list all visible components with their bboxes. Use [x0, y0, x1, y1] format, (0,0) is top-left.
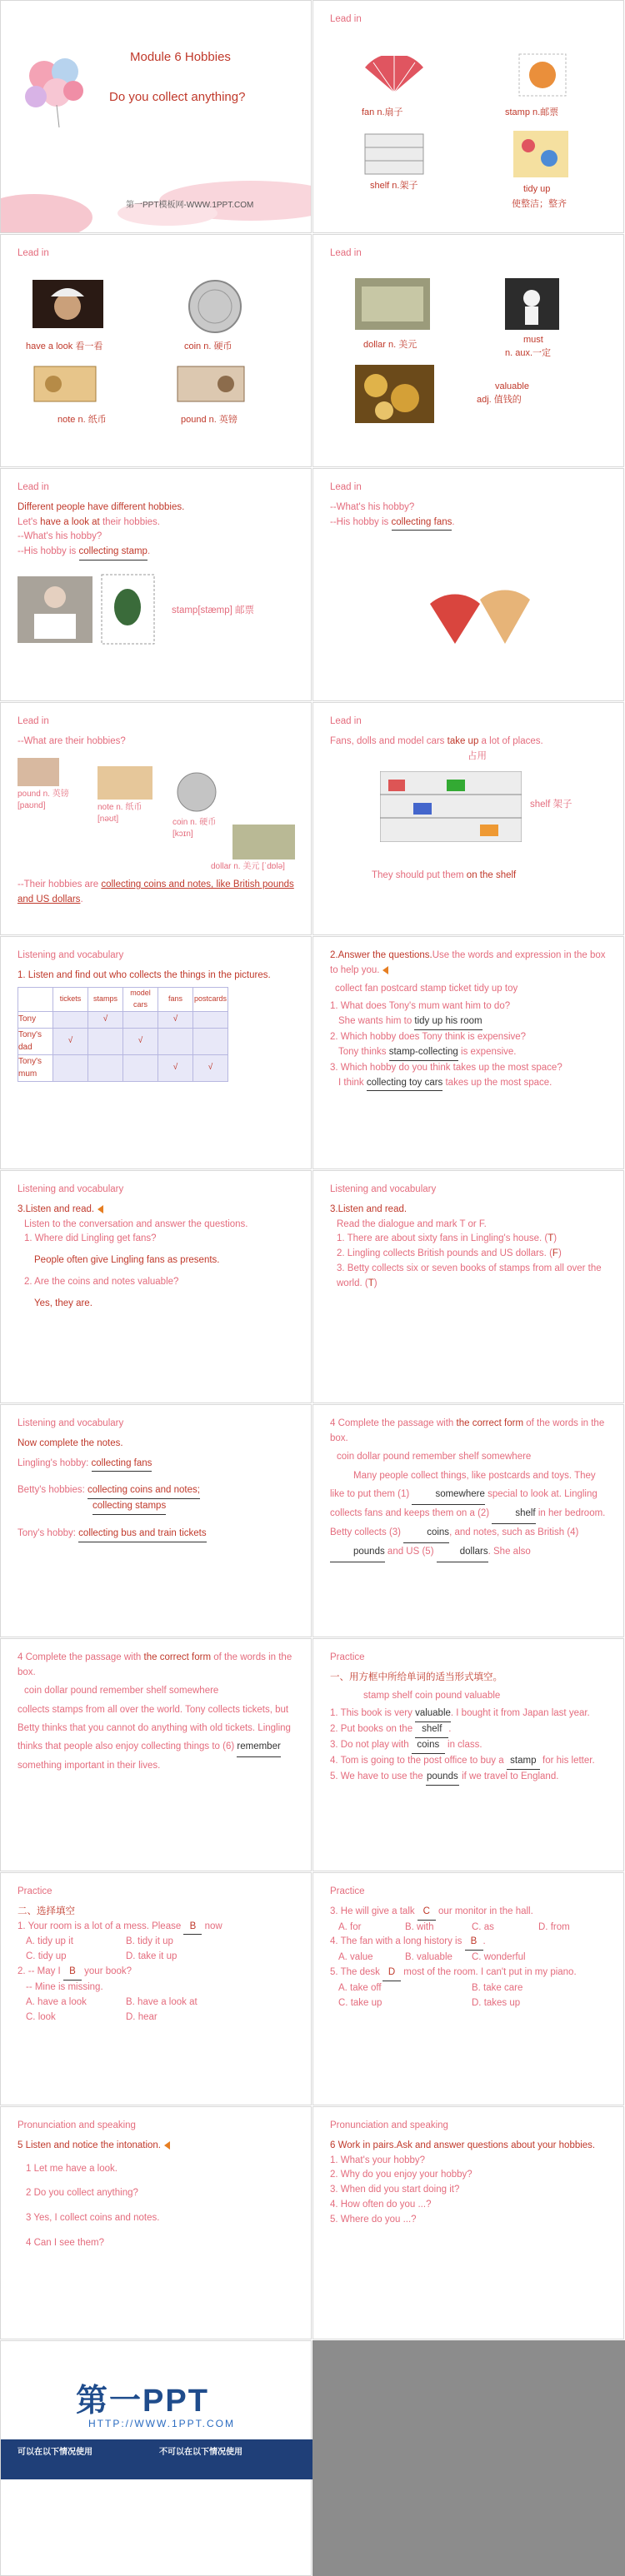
- question-5: 5. Where do you ...?: [330, 2214, 417, 2225]
- option[interactable]: D. takes up: [472, 1997, 521, 2008]
- blossom-decoration: [1, 151, 312, 233]
- slide-title: Lead in: [330, 482, 362, 492]
- info-band: [1, 2439, 312, 2479]
- slide-7-lead-in[interactable]: [0, 702, 312, 935]
- slide-title: Lead in: [18, 716, 49, 726]
- dollar-image: [355, 278, 430, 330]
- take-up-meaning: 占用: [468, 750, 487, 761]
- tidy-up-label: tidy up: [523, 184, 551, 194]
- speaker-icon[interactable]: [164, 2141, 170, 2150]
- question-1: 1. What does Tony's mum want him to do?: [330, 1001, 511, 1012]
- have-a-look-label: have a look 看一看: [26, 341, 103, 351]
- row-header: Tony: [18, 1011, 53, 1028]
- shelf-label: shelf n.架子: [370, 181, 418, 191]
- have-a-look-image: [32, 280, 103, 328]
- note-2: Betty's hobbies: collecting coins and notes;: [18, 1483, 299, 1499]
- pound-note-image: [18, 758, 59, 786]
- fans-image: [430, 579, 534, 645]
- col-header: model cars: [123, 987, 158, 1011]
- valuable-image: [355, 365, 434, 423]
- usage-forbidden: 不可以在以下情况使用: [159, 2448, 242, 2457]
- slide-5-lead-in[interactable]: [0, 468, 312, 701]
- table-cell: [53, 1011, 88, 1028]
- slide-15-passage[interactable]: [0, 1638, 312, 1871]
- table-cell: [123, 1054, 158, 1081]
- slide-11-listen-read[interactable]: [0, 1170, 312, 1403]
- task-line: Now complete the notes.: [18, 1437, 123, 1448]
- question-2: 2. Why do you enjoy your hobby?: [330, 2170, 472, 2180]
- slide-18-practice[interactable]: [312, 1872, 624, 2105]
- col-header: postcards: [193, 987, 228, 1011]
- question-4: 4. Tom is going to the post office to buy a stamp for his letter.: [330, 1754, 612, 1770]
- question-1: 1. Where did Lingling get fans?: [24, 1233, 157, 1244]
- answer-1: She wants him to tidy up his room: [338, 1014, 612, 1030]
- passage: Many people collect things, like postcards and toys. They like to put them (1) somewhere special to look at. Lingling collects fans and keeps them on a (2) shelf in her bedroom. Betty collects (3) coins, and notes, such as British (4) pounds and US (5) dollars. She also: [330, 1467, 612, 1562]
- option[interactable]: C. as: [472, 1921, 494, 1932]
- stamp-image: [518, 52, 568, 98]
- valuable-meaning: adj. 值钱的: [477, 395, 522, 405]
- table-cell: [193, 1011, 228, 1028]
- option[interactable]: C. tidy up: [26, 1951, 67, 1962]
- slide-title: Lead in: [18, 482, 49, 492]
- question-1: 1. This book is very valuable. I bought it from Japan last year.: [330, 1707, 612, 1722]
- col-header: stamps: [88, 987, 123, 1011]
- speaker-icon[interactable]: [98, 1205, 103, 1213]
- question-2: 2. Which hobby does Tony think is expensive?: [330, 1032, 527, 1043]
- slide-title: Practice: [330, 1886, 365, 1896]
- slide-14-passage[interactable]: [312, 1404, 624, 1637]
- usage-allowed: 可以在以下情况使用: [18, 2448, 92, 2457]
- slide-title: Practice: [18, 1886, 52, 1896]
- slide-10-answer[interactable]: [312, 936, 624, 1169]
- note-2b: collecting stamps: [92, 1499, 299, 1515]
- table-cell: √: [88, 1011, 123, 1028]
- man-with-album-image: [18, 576, 92, 643]
- shelf-image: [363, 131, 426, 177]
- task-line: 3.Listen and read.: [18, 1203, 299, 1218]
- slide-9-listening[interactable]: [0, 936, 312, 1169]
- table-cell: √: [193, 1054, 228, 1081]
- option[interactable]: A. value: [338, 1952, 373, 1963]
- word-box: coin dollar pound remember shelf somewhere: [24, 1685, 219, 1696]
- collect-table: [18, 987, 228, 1082]
- coin-label: coin n. 硬币: [184, 341, 232, 351]
- dollar-label: dollar n. 美元 [ˈdɒlə]: [211, 862, 285, 871]
- options-5: [338, 1981, 612, 2011]
- question-3: 3. Do not play with coins in class.: [330, 1738, 612, 1754]
- lets-look-line: Let's have a look at their hobbies.: [18, 516, 160, 527]
- question-1: 1. What's your hobby?: [330, 2155, 426, 2165]
- pound-image: [176, 363, 247, 405]
- table-cell: [158, 1028, 193, 1054]
- passage: collects stamps from all over the world. Tony collects tickets, but Betty thinks that you cannot do anything with old tickets. Lingling thinks that people also enjoy collecting things to (6) remember something important in their lives.: [18, 1705, 291, 1771]
- must-image: [505, 278, 559, 330]
- word-box: collect fan postcard stamp ticket tidy up toy: [335, 983, 518, 994]
- shelf-of-toys-image: [380, 771, 522, 842]
- question-2: 2. Are the coins and notes valuable?: [24, 1277, 179, 1288]
- question-5: 5. We have to use the pounds if we travel to England.: [330, 1770, 612, 1786]
- table-cell: [88, 1054, 123, 1081]
- should-put-line: They should put them on the shelf: [372, 870, 517, 880]
- slide-8-lead-in[interactable]: [312, 702, 624, 935]
- slide-6-lead-in[interactable]: [312, 468, 624, 701]
- slide-title: Lead in: [330, 248, 362, 258]
- statement-1: 1. There are about sixty fans in Lingling's house. (T): [337, 1233, 558, 1244]
- intro-line: Different people have different hobbies.: [18, 501, 185, 512]
- note-phonetic: [nəʊt]: [98, 815, 119, 824]
- section-heading: 一、用方框中所给单词的适当形式填空。: [330, 1672, 502, 1682]
- table-cell: [193, 1028, 228, 1054]
- statement-3: 3. Betty collects six or seven books of stamps from all over the world. (T): [337, 1263, 602, 1288]
- option[interactable]: A. tidy up it: [26, 1936, 73, 1947]
- col-header: fans: [158, 987, 193, 1011]
- options-3: [338, 1921, 612, 1936]
- question-2: 2. -- May I B your book?: [18, 1965, 299, 1981]
- question-4: 4. How often do you ...?: [330, 2200, 432, 2210]
- question-3: 3. Which hobby do you think takes up the most space?: [330, 1062, 562, 1073]
- slide-1-cover[interactable]: [0, 0, 312, 233]
- slide-20-pair-work[interactable]: [312, 2106, 624, 2339]
- task-line: 5 Listen and notice the intonation.: [18, 2139, 299, 2154]
- slide-title: Listening and vocabulary: [18, 1418, 124, 1428]
- bird-stamp-image: [101, 574, 155, 645]
- task-line: 1. Listen and find out who collects the things in the pictures.: [18, 969, 271, 980]
- slide-13-notes[interactable]: [0, 1404, 312, 1637]
- option[interactable]: B. take care: [472, 1982, 523, 1993]
- task-line: 4 Complete the passage with the correct form of the words in the box.: [330, 1418, 605, 1443]
- row-header: Tony's mum: [18, 1054, 53, 1081]
- question-line: --What's his hobby?: [18, 531, 102, 542]
- footer-slide[interactable]: [0, 2340, 312, 2576]
- question-2-reply: -- Mine is missing.: [26, 1981, 103, 1992]
- options-4: [338, 1951, 612, 1966]
- option[interactable]: D. hear: [126, 2011, 158, 2022]
- slide-3-lead-in[interactable]: [0, 234, 312, 467]
- question-5: 5. The desk D most of the room. I can't put in my piano.: [330, 1966, 612, 1981]
- statement-2: 2. Lingling collects British pounds and US dollars. (F): [337, 1248, 562, 1259]
- word-box: coin dollar pound remember shelf somewhere: [337, 1451, 532, 1462]
- question-4: 4. The fan with a long history is B .: [330, 1935, 612, 1951]
- note-1: Lingling's hobby: collecting fans: [18, 1457, 299, 1472]
- word-box: stamp shelf coin pound valuable: [363, 1690, 501, 1701]
- slide-title: Listening and vocabulary: [330, 1184, 437, 1194]
- slide-title: Lead in: [330, 14, 362, 24]
- slide-2-lead-in[interactable]: [312, 0, 624, 233]
- option[interactable]: D. from: [538, 1921, 570, 1932]
- question-2: 2. Put books on the shelf .: [330, 1722, 612, 1738]
- option[interactable]: B. valuable: [405, 1952, 452, 1963]
- take-up-line: Fans, dolls and model cars take up a lot of places.: [330, 735, 543, 746]
- fan-label: fan n.扇子: [362, 107, 403, 117]
- pound-label: pound n. 英镑: [18, 790, 69, 799]
- must-meaning: n. aux.一定: [505, 348, 552, 358]
- question-line: --What are their hobbies?: [18, 735, 126, 746]
- speaker-icon[interactable]: [382, 966, 388, 974]
- slide-title: Listening and vocabulary: [18, 950, 124, 960]
- slide-title: Lead in: [18, 248, 49, 258]
- option[interactable]: C. look: [26, 2011, 56, 2022]
- table-cell: √: [158, 1011, 193, 1028]
- slide-17-practice[interactable]: [0, 1872, 312, 2105]
- answer-line: --Their hobbies are collecting coins and notes, like British pounds and US dollars.: [18, 879, 294, 904]
- option[interactable]: A. take off: [338, 1982, 382, 1993]
- task-line: 2.Answer the questions.Use the words and expression in the box to help you.: [330, 950, 606, 975]
- table-cell: √: [53, 1028, 88, 1054]
- note-label: note n. 纸币: [98, 803, 142, 812]
- question-1: 1. Your room is a lot of a mess. Please B now: [18, 1920, 299, 1936]
- dollar-image: [232, 825, 295, 859]
- slide-title: Pronunciation and speaking: [18, 2120, 136, 2130]
- options-1: [26, 1935, 299, 1965]
- slide-19-pronunciation[interactable]: [0, 2106, 312, 2339]
- coin-image: [176, 771, 218, 813]
- sentence-4: 4 Can I see them?: [26, 2238, 104, 2249]
- sentence-1: 1 Let me have a look.: [26, 2163, 118, 2174]
- answer-3: I think collecting toy cars takes up the most space.: [338, 1076, 612, 1092]
- toys-image: [512, 129, 570, 179]
- empty-panel: [312, 2340, 625, 2576]
- logo: 第一PPT: [76, 2384, 209, 2419]
- section-heading: 二、选择填空: [18, 1906, 75, 1916]
- slide-title: Practice: [330, 1652, 365, 1662]
- answer-2: Yes, they are.: [34, 1298, 92, 1308]
- option[interactable]: B. have a look at: [126, 1996, 198, 2007]
- note-image: [98, 766, 152, 800]
- task-line: 6 Work in pairs.Ask and answer questions about your hobbies.: [330, 2140, 596, 2150]
- pound-label: pound n. 英镑: [181, 415, 238, 425]
- pound-phonetic: [paʊnd]: [18, 801, 46, 810]
- question-3: 3. When did you start doing it?: [330, 2185, 460, 2195]
- stamp-label: stamp n.邮票: [505, 107, 559, 117]
- note-3: Tony's hobby: collecting bus and train tickets: [18, 1527, 299, 1542]
- answer-2: Tony thinks stamp-collecting is expensive.: [338, 1045, 612, 1061]
- intro-line: Listen to the conversation and answer the questions.: [24, 1218, 248, 1229]
- task-line: 4 Complete the passage with the correct form of the words in the box.: [18, 1652, 292, 1677]
- shelf-label: shelf 架子: [530, 800, 572, 810]
- answer-1: People often give Lingling fans as presents.: [34, 1255, 220, 1266]
- col-header: tickets: [53, 987, 88, 1011]
- task-line: 3.Listen and read.: [330, 1203, 408, 1214]
- fan-image: [363, 56, 426, 93]
- coin-label: coin n. 硬币: [172, 818, 217, 827]
- option[interactable]: D. take it up: [126, 1951, 178, 1962]
- sentence-2: 2 Do you collect anything?: [26, 2188, 138, 2199]
- answer-line: --His hobby is collecting fans.: [330, 516, 612, 531]
- question-3: 3. He will give a talk C our monitor in the hall.: [330, 1905, 612, 1921]
- table-cell: [123, 1011, 158, 1028]
- row-header: Tony's dad: [18, 1028, 53, 1054]
- note-image: [32, 363, 99, 405]
- heart-balloons-image: [19, 51, 94, 130]
- option[interactable]: A. have a look: [26, 1996, 87, 2007]
- intro-line: Read the dialogue and mark T or F.: [337, 1218, 487, 1229]
- slide-16-practice[interactable]: [312, 1638, 624, 1871]
- coin-phonetic: [kɔɪn]: [172, 830, 193, 839]
- table-cell: √: [158, 1054, 193, 1081]
- stamp-phonetic: stamp[stæmp] 邮票: [172, 605, 255, 615]
- option[interactable]: A. for: [338, 1921, 362, 1932]
- table-cell: [88, 1028, 123, 1054]
- tidy-up-meaning: 使整洁；整齐: [512, 199, 567, 209]
- table-cell: √: [123, 1028, 158, 1054]
- option[interactable]: B. tidy it up: [126, 1936, 173, 1947]
- option[interactable]: B. with: [405, 1921, 434, 1932]
- slide-12-true-false[interactable]: [312, 1170, 624, 1403]
- dollar-label: dollar n. 美元: [363, 340, 418, 350]
- slide-title: Lead in: [330, 716, 362, 726]
- must-label: must: [523, 335, 543, 345]
- footer-url: 第一PPT模板网-WWW.1PPT.COM: [126, 201, 254, 210]
- logo-url[interactable]: HTTP://WWW.1PPT.COM: [88, 2418, 235, 2429]
- slide-title: Listening and vocabulary: [18, 1184, 124, 1194]
- slide-title: Pronunciation and speaking: [330, 2120, 448, 2130]
- options-2: [26, 1996, 299, 2025]
- lesson-title: Do you collect anything?: [109, 90, 246, 104]
- module-title: Module 6 Hobbies: [130, 50, 231, 64]
- question-line: --What's his hobby?: [330, 501, 415, 512]
- valuable-label: valuable: [495, 381, 529, 391]
- coin-image: [186, 278, 244, 335]
- note-label: note n. 纸币: [58, 415, 107, 425]
- option[interactable]: C. take up: [338, 1997, 382, 2008]
- table-cell: [53, 1054, 88, 1081]
- option[interactable]: C. wonderful: [472, 1952, 526, 1963]
- sentence-3: 3 Yes, I collect coins and notes.: [26, 2213, 160, 2224]
- answer-line: --His hobby is collecting stamp.: [18, 545, 299, 561]
- slide-4-lead-in[interactable]: [312, 234, 624, 467]
